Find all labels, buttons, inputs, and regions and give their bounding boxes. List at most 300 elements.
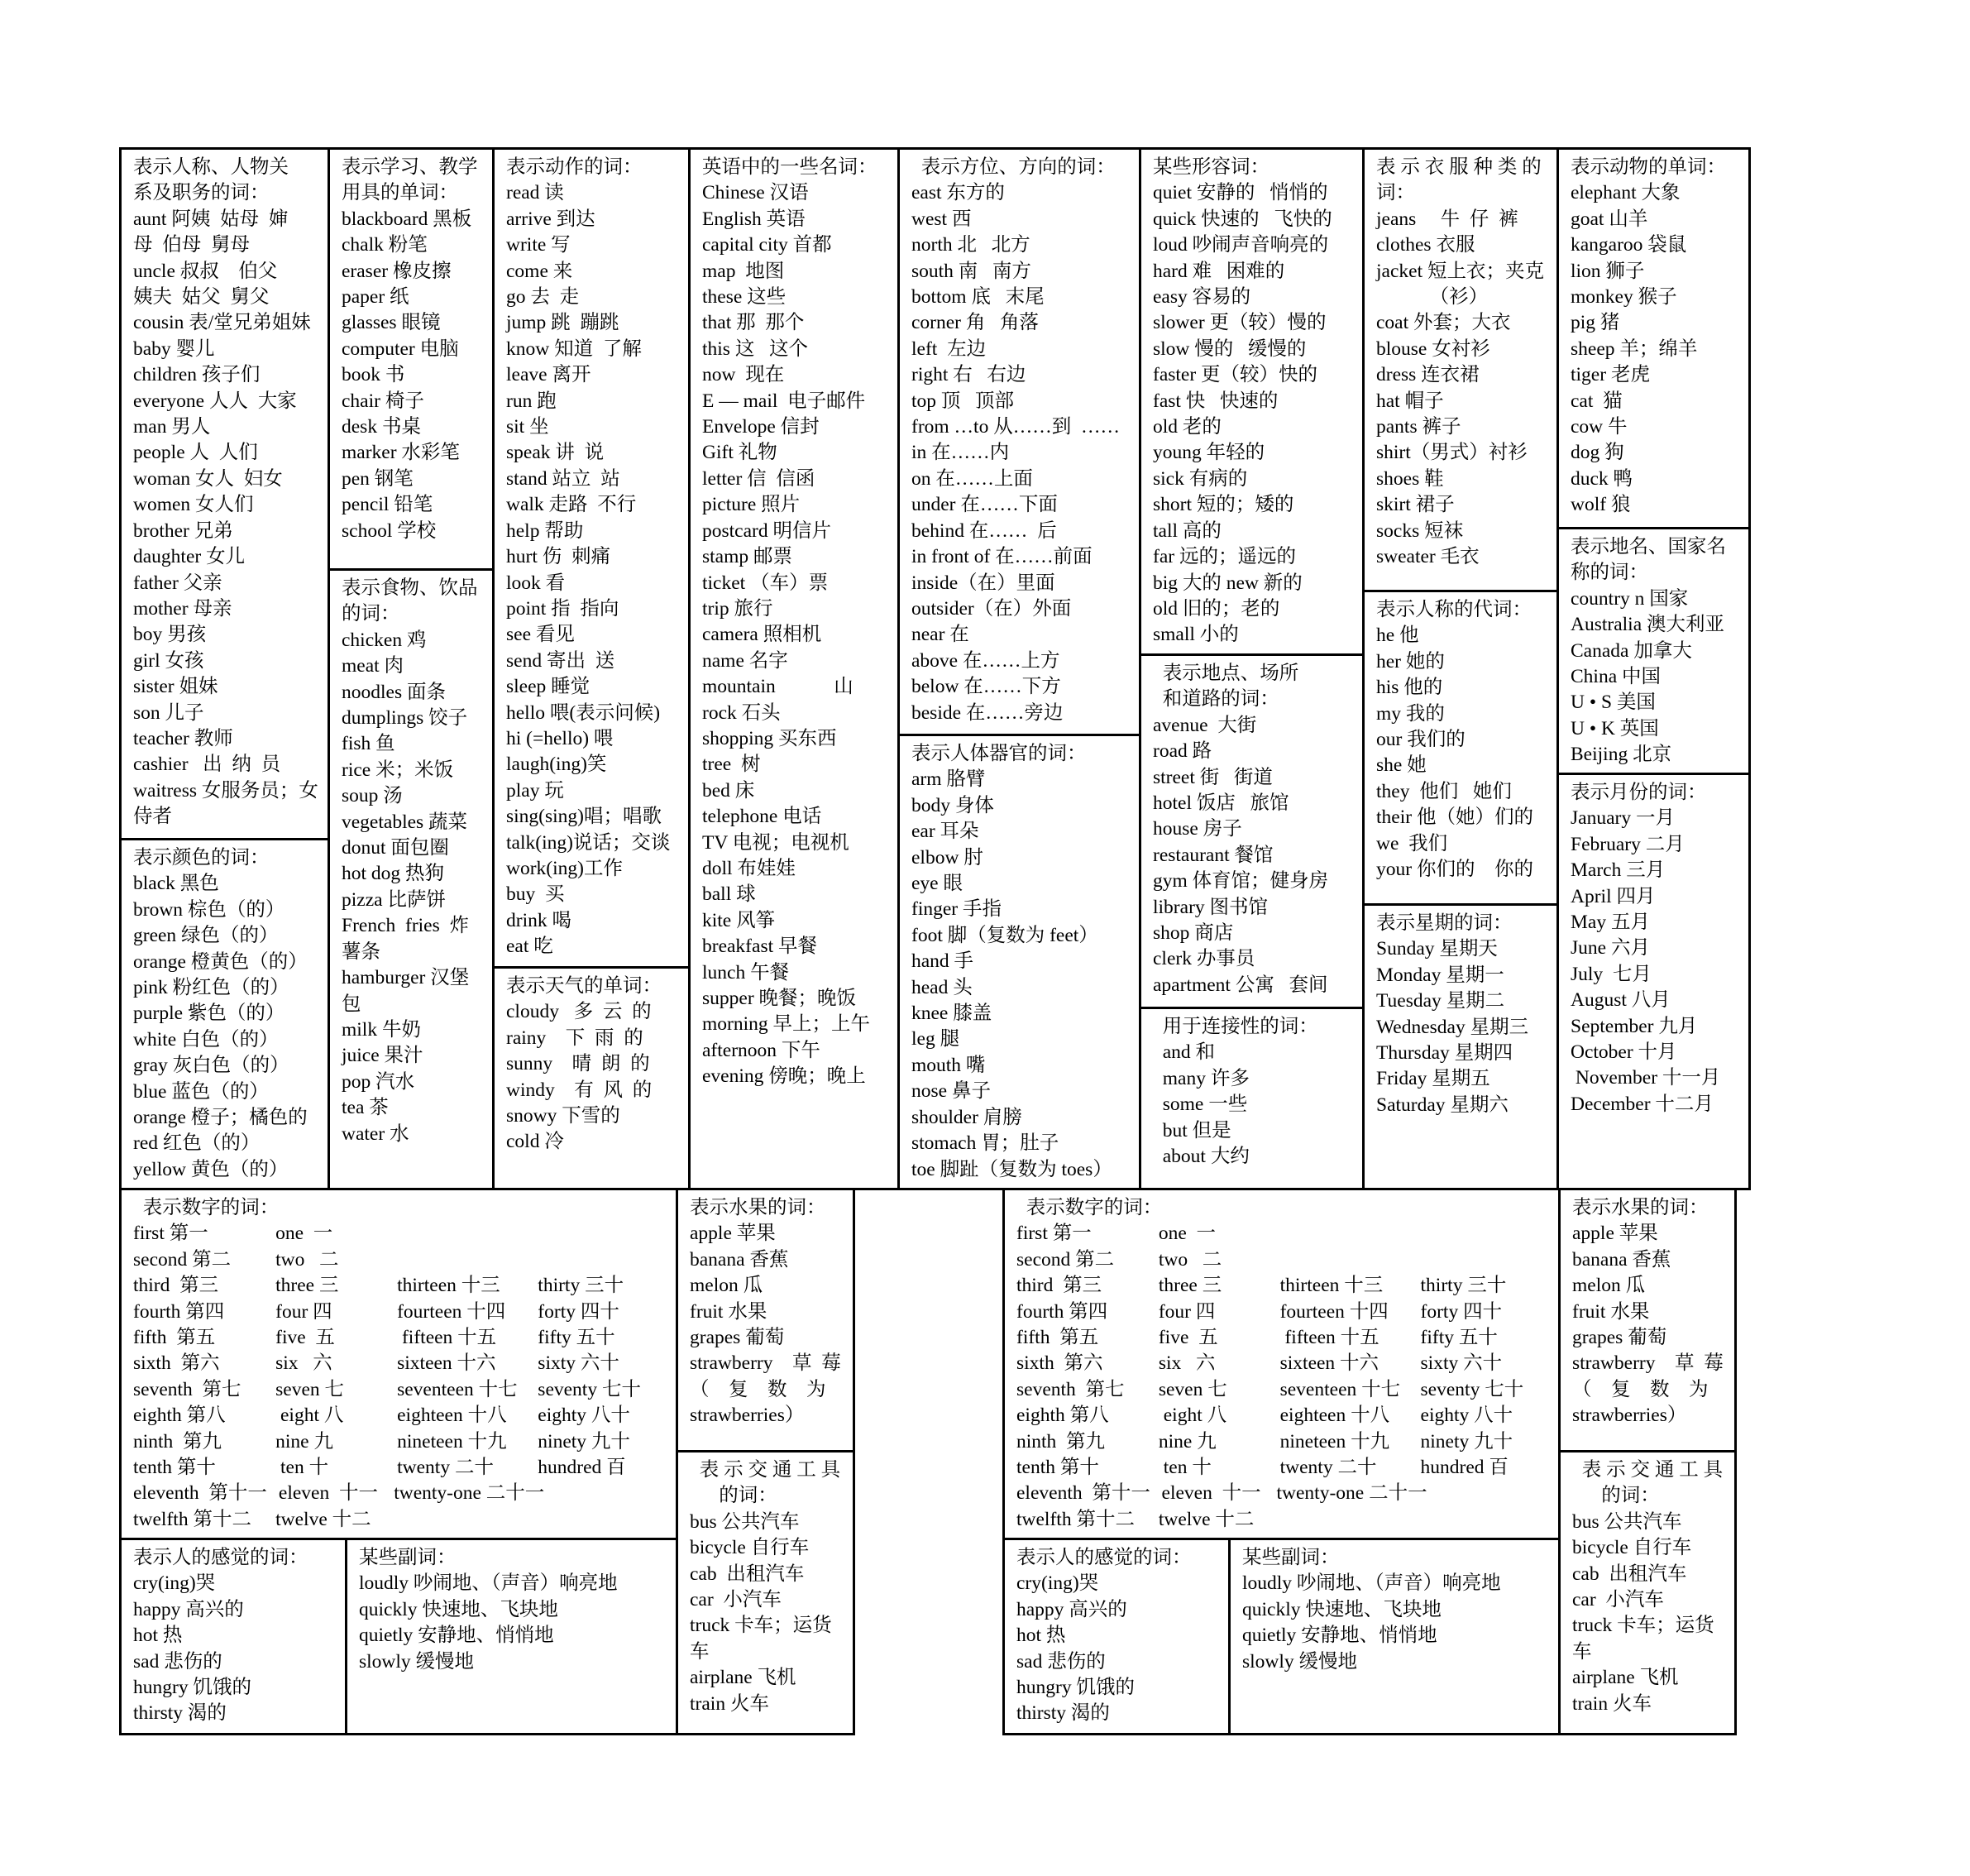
- number-cell: one 一: [275, 1223, 333, 1245]
- number-cell: sixteen 十六: [1279, 1352, 1379, 1375]
- vocab-line: kangaroo 袋鼠: [1571, 234, 1687, 256]
- vocab-line: August 八月: [1571, 989, 1671, 1012]
- vocab-line: duck 鸭: [1571, 467, 1633, 490]
- vocab-line: aunt 阿姨 姑母 婶: [133, 208, 289, 230]
- number-cell: tenth 第十: [133, 1457, 216, 1479]
- vocab-line: （衫）: [1376, 286, 1489, 309]
- word-list: [1153, 713, 1352, 998]
- vocab-line: that 那 那个: [702, 312, 805, 334]
- transport-section: [1558, 1450, 1737, 1735]
- countries-section: [1556, 527, 1751, 775]
- vocab-line: but 但是: [1153, 1119, 1231, 1141]
- vocab-line: drink 喝: [506, 909, 571, 931]
- vocab-line: his 他的: [1376, 677, 1443, 699]
- vocab-line: banana 香蕉: [690, 1248, 789, 1271]
- number-cell: sixth 第六: [1016, 1352, 1103, 1375]
- number-cell: three 三: [1158, 1275, 1222, 1297]
- vocab-line: their 他（她）们的: [1376, 806, 1533, 829]
- vocab-line: apartment 公寓 套间: [1153, 974, 1328, 996]
- number-cell: ten 十: [1158, 1457, 1212, 1479]
- vocab-line: skirt 裙子: [1376, 494, 1455, 516]
- direction-section: [897, 147, 1141, 736]
- vocab-line: easy 容易的: [1153, 286, 1251, 309]
- vocab-line: speak 讲 说: [506, 442, 605, 464]
- vocab-line: Beijing 北京: [1571, 744, 1672, 766]
- vocab-line: sad 悲伤的: [1016, 1650, 1106, 1673]
- number-cell: twenty-one 二十一: [394, 1482, 545, 1505]
- vocab-line: avenue 大街: [1153, 714, 1257, 736]
- number-cell: fifth 第五: [133, 1327, 216, 1349]
- number-cell: six 六: [1158, 1352, 1216, 1375]
- vocab-line: water 水: [342, 1122, 409, 1145]
- vocab-line: desk 书桌: [342, 416, 421, 438]
- section-title: 表 示 衣 服 种 类 的 词：: [1376, 156, 1542, 204]
- section-title: 表示动作的词：: [506, 156, 643, 178]
- number-cell: seven 七: [1158, 1378, 1227, 1400]
- vocab-line: socks 短袜: [1376, 519, 1464, 542]
- vocab-line: point 指 指向: [506, 597, 619, 620]
- vocab-line: faster 更（较）快的: [1153, 364, 1318, 386]
- vocab-line: left 左边: [911, 337, 987, 360]
- number-cell: eleventh 第十一: [1016, 1482, 1150, 1505]
- vocab-line: book 书: [342, 364, 405, 386]
- vocab-line: coat 外套；大衣: [1376, 312, 1511, 334]
- section-title: 某些副词：: [359, 1547, 457, 1568]
- vocab-line: chicken 鸡: [342, 629, 427, 651]
- vocab-line: November 十一月: [1571, 1067, 1721, 1089]
- fruits-section: [1558, 1188, 1737, 1452]
- vocab-line: old 旧的；老的: [1153, 597, 1280, 620]
- vocab-line: 包: [342, 993, 361, 1015]
- number-cell: eighty 八十: [1420, 1405, 1513, 1427]
- vocab-line: above 在……上方: [911, 649, 1060, 672]
- vocab-line: cashier 出 纳 员: [133, 754, 281, 776]
- vocab-line: shopping 买东西: [702, 727, 837, 749]
- vocab-line: wolf 狼: [1571, 494, 1631, 516]
- vocab-line: stomach 胃；肚子: [911, 1132, 1059, 1155]
- vocab-line: red 红色（的）: [133, 1132, 261, 1155]
- vocab-line: top 顶 顶部: [911, 390, 1015, 412]
- vocab-line: hand 手: [911, 950, 974, 973]
- number-row: [1016, 1403, 1548, 1429]
- vocab-line: shoulder 肩膀: [911, 1106, 1022, 1128]
- vocab-line: talk(ing)说话；交谈: [506, 831, 671, 854]
- section-title: 表 示 交 通 工 具 的词：: [699, 1459, 841, 1507]
- vocab-line: mouth 嘴: [911, 1054, 986, 1076]
- vocab-line: send 寄出 送: [506, 649, 615, 672]
- vocab-line: people 人 人们: [133, 442, 258, 464]
- vocab-line: （ 复 数 为: [1572, 1378, 1709, 1400]
- vocab-line: airplane 飞机: [690, 1667, 796, 1689]
- feelings-section: [1002, 1538, 1231, 1735]
- number-cell: hundred 百: [538, 1457, 626, 1479]
- vocab-line: bus 公共汽车: [690, 1510, 800, 1533]
- vocab-line: English 英语: [702, 208, 806, 230]
- number-row: [1016, 1429, 1548, 1455]
- vocab-line: this 这 这个: [702, 337, 808, 360]
- numbers-grid: [133, 1221, 666, 1533]
- weather-section: [492, 966, 691, 1190]
- word-list: [1571, 806, 1738, 1117]
- vocab-line: Australia 澳大利亚: [1571, 614, 1725, 636]
- vocab-line: （ 复 数 为: [690, 1378, 826, 1400]
- number-cell: twelve 十二: [1158, 1508, 1255, 1530]
- vocab-line: bed 床: [702, 779, 755, 802]
- number-cell: eighteen 十八: [397, 1405, 507, 1427]
- number-cell: eighth 第八: [1016, 1405, 1109, 1427]
- vocab-line: trip 旅行: [702, 597, 773, 620]
- number-row: [133, 1351, 666, 1376]
- body-parts-section: [897, 734, 1141, 1190]
- number-cell: sixty 六十: [538, 1352, 619, 1375]
- vocab-line: morning 早上；上午: [702, 1013, 871, 1036]
- vocab-line: sweater 毛衣: [1376, 546, 1480, 568]
- number-cell: tenth 第十: [1016, 1457, 1099, 1479]
- section-title: 表示人称的代词：: [1376, 599, 1532, 620]
- number-cell: first 第一: [1016, 1223, 1092, 1245]
- vocab-line: cry(ing)哭: [1016, 1572, 1099, 1595]
- vocab-line: street 街 街道: [1153, 766, 1273, 788]
- vocab-line: pencil 铅笔: [342, 494, 433, 516]
- vocab-line: French fries 炸: [342, 915, 470, 937]
- vocab-line: these 这些: [702, 286, 787, 309]
- section-title: 表示食物、饮品 的词：: [342, 577, 478, 625]
- animals-section: [1556, 147, 1751, 529]
- vocab-line: hotel 饭店 旅馆: [1153, 792, 1289, 815]
- vocab-line: quickly 快速地、飞块地: [1242, 1598, 1442, 1620]
- number-cell: third 第三: [133, 1275, 219, 1297]
- number-cell: [539, 1481, 666, 1506]
- vocab-line: hungry 饥饿的: [133, 1677, 251, 1699]
- vocab-line: head 头: [911, 976, 973, 998]
- vocab-line: sing(sing)唱；唱歌: [506, 806, 662, 828]
- vocab-line: Saturday 星期六: [1376, 1094, 1509, 1116]
- vocab-line: she 她: [1376, 754, 1427, 777]
- number-cell: five 五: [275, 1327, 335, 1349]
- vocab-line: gray 灰白色（的）: [133, 1055, 289, 1077]
- number-cell: fourteen 十四: [397, 1300, 506, 1323]
- vocab-line: baby 婴儿: [133, 337, 215, 360]
- vocab-line: father 父亲: [133, 572, 222, 594]
- vocab-line: south 南 南方: [911, 260, 1031, 282]
- vocab-line: young 年轻的: [1153, 442, 1265, 464]
- section-title: 表示学习、教学 用具的单词：: [342, 156, 478, 204]
- vocab-line: train 火车: [690, 1692, 769, 1715]
- vocab-line: north 北 北方: [911, 234, 1030, 256]
- vocab-line: cab 出租汽车: [690, 1563, 805, 1585]
- vocab-line: beside 在……旁边: [911, 701, 1064, 724]
- number-cell: eleventh 第十一: [133, 1482, 267, 1505]
- vocab-line: rock 石头: [702, 701, 781, 724]
- vocab-line: small 小的: [1153, 624, 1239, 646]
- vocab-line: hot 热: [133, 1625, 183, 1647]
- vocab-line: truck 卡车；运货: [690, 1615, 832, 1637]
- vocab-line: paper 纸: [342, 286, 409, 309]
- number-cell: second 第二: [1016, 1248, 1115, 1271]
- vocab-line: leg 腿: [911, 1028, 960, 1050]
- vocab-line: hard 难 困难的: [1153, 260, 1285, 282]
- vocab-line: white 白色（的）: [133, 1028, 279, 1050]
- vocab-line: computer 电脑: [342, 337, 459, 360]
- section-title: 表示天气的单词：: [506, 975, 662, 997]
- vocab-line: hamburger 汉堡: [342, 967, 470, 989]
- section-title: 表示颜色的词：: [133, 847, 270, 869]
- vocab-line: hot 热: [1016, 1625, 1066, 1647]
- vocab-line: quiet 安静的 悄悄的: [1153, 182, 1328, 204]
- vocab-line: ear 耳朵: [911, 821, 979, 843]
- section-title: 表示人的感觉的词：: [133, 1547, 308, 1568]
- vocab-line: shop 商店: [1153, 922, 1234, 945]
- vocab-line: gym 体育馆；健身房: [1153, 870, 1329, 893]
- number-cell: thirteen 十三: [397, 1275, 500, 1297]
- vocab-line: corner 角 角落: [911, 312, 1040, 334]
- vocab-line: foot 脚（复数为 feet）: [911, 924, 1098, 946]
- section-title: 表示人体器官的词：: [911, 743, 1087, 764]
- vocab-line: bicycle 自行车: [690, 1537, 810, 1559]
- number-cell: fifteen 十五: [397, 1327, 497, 1349]
- vocab-line: stamp 邮票: [702, 546, 793, 568]
- number-cell: nineteen 十九: [397, 1430, 507, 1452]
- vocab-line: Envelope 信封: [702, 416, 820, 438]
- vocab-line: leave 离开: [506, 364, 591, 386]
- vocab-line: sad 悲伤的: [133, 1650, 222, 1673]
- number-cell: [538, 1247, 666, 1273]
- vocab-line: airplane 飞机: [1572, 1667, 1679, 1689]
- vocab-line: cousin 表/堂兄弟姐妹: [133, 312, 311, 334]
- vocab-line: loudly 吵闹地、（声音）响亮地: [359, 1572, 618, 1595]
- number-cell: thirteen 十三: [1279, 1275, 1384, 1297]
- vocab-line: toe 脚趾（复数为 toes）: [911, 1158, 1112, 1180]
- vocab-line: hello 喂(表示问候): [506, 701, 661, 724]
- vocab-line: blue 蓝色（的）: [133, 1080, 269, 1103]
- section-title: 表示人称、人物关 系及职务的词：: [133, 156, 289, 204]
- feelings-section: [119, 1538, 347, 1735]
- vocab-line: from …to 从……到 ……: [911, 416, 1120, 438]
- vocab-line: Friday 星期五: [1376, 1068, 1490, 1090]
- vocab-line: marker 水彩笔: [342, 442, 460, 464]
- word-list: [342, 628, 482, 1147]
- vocab-line: E — mail 电子邮件: [702, 390, 866, 412]
- vocab-line: children 孩子们: [133, 364, 261, 386]
- word-list: [1376, 207, 1547, 571]
- vocab-line: Tuesday 星期二: [1376, 990, 1505, 1012]
- vocab-line: cold 冷: [506, 1131, 564, 1153]
- section-title: 表示水果的词：: [1572, 1197, 1709, 1218]
- vocab-line: west 西: [911, 208, 972, 230]
- number-cell: nineteen 十九: [1279, 1430, 1390, 1452]
- word-list: [911, 767, 1129, 1183]
- colors-section: [119, 838, 330, 1190]
- adjectives-section: [1139, 147, 1365, 656]
- vocab-line: 侍者: [133, 806, 172, 828]
- number-row: [1016, 1325, 1548, 1351]
- number-cell: fourth 第四: [1016, 1300, 1108, 1323]
- vocab-line: car 小汽车: [690, 1589, 782, 1611]
- vocab-line: under 在……下面: [911, 494, 1058, 516]
- vocab-line: quickly 快速地、飞块地: [359, 1598, 558, 1620]
- number-row: [1016, 1273, 1548, 1299]
- number-cell: thirty 三十: [1420, 1275, 1507, 1297]
- vocab-line: map 地图: [702, 260, 785, 282]
- vocab-line: vegetables 蔬菜: [342, 811, 468, 833]
- vocab-line: old 老的: [1153, 416, 1222, 438]
- number-cell: [538, 1221, 666, 1247]
- vocab-line: write 写: [506, 234, 571, 256]
- vocab-line: sunny 晴 朗 的: [506, 1053, 650, 1075]
- vocab-line: strawberries）: [1572, 1405, 1687, 1427]
- word-list: [342, 207, 482, 544]
- word-list: [690, 1221, 843, 1429]
- number-row: [133, 1273, 666, 1299]
- vocab-line: apple 苹果: [690, 1223, 776, 1245]
- number-cell: twenty 二十: [1279, 1457, 1377, 1479]
- section-title: 表示星期的词：: [1376, 912, 1513, 934]
- number-cell: seventy 七十: [1420, 1378, 1524, 1400]
- vocab-line: happy 高兴的: [1016, 1598, 1127, 1620]
- food-section: [328, 568, 495, 1190]
- vocab-line: lion 狮子: [1571, 260, 1645, 282]
- vocab-line: hat 帽子: [1376, 390, 1444, 412]
- vocab-line: camera 照相机: [702, 624, 822, 646]
- vocab-line: July 七月: [1571, 963, 1652, 985]
- number-row: [1016, 1221, 1548, 1247]
- vocab-line: fruit 水果: [690, 1300, 767, 1323]
- section-title: 表示地名、国家名 称的词：: [1571, 536, 1726, 584]
- word-list: [133, 1571, 335, 1726]
- vocab-line: buy 买: [506, 883, 565, 906]
- number-cell: [397, 1507, 538, 1533]
- vocab-line: and 和: [1153, 1041, 1216, 1064]
- vocab-line: arm 胳臂: [911, 768, 986, 791]
- vocab-line: school 学校: [342, 519, 437, 542]
- vocab-line: black 黑色: [133, 873, 219, 895]
- vocab-line: knee 膝盖: [911, 1003, 992, 1025]
- word-list: [1572, 1221, 1724, 1429]
- vocab-line: May 五月: [1571, 912, 1650, 934]
- vocab-line: behind 在…… 后: [911, 519, 1057, 542]
- number-cell: eight 八: [275, 1405, 344, 1427]
- vocab-line: they 他们 她们: [1376, 780, 1512, 802]
- section-title: 表示月份的词：: [1571, 782, 1707, 803]
- number-cell: one 一: [1158, 1223, 1217, 1245]
- vocab-line: rice 米；米饭: [342, 759, 454, 781]
- vocab-line: inside（在）里面: [911, 572, 1055, 594]
- section-title: 表示水果的词：: [690, 1197, 826, 1218]
- number-cell: [1421, 1247, 1548, 1273]
- vocab-line: now 现在: [702, 364, 785, 386]
- vocab-line: see 看见: [506, 624, 575, 646]
- number-row: [1016, 1377, 1548, 1403]
- number-cell: twenty-one 二十一: [1276, 1482, 1427, 1505]
- vocab-line: walk 走路 不行: [506, 494, 637, 516]
- vocab-line: soup 汤: [342, 785, 403, 807]
- number-row: [133, 1481, 666, 1506]
- number-cell: fourteen 十四: [1279, 1300, 1389, 1323]
- number-cell: ninety 九十: [538, 1430, 630, 1452]
- word-list: [1571, 586, 1738, 768]
- vocab-line: telephone 电话: [702, 806, 822, 828]
- vocab-line: Sunday 星期天: [1376, 938, 1498, 960]
- vocab-line: on 在……上面: [911, 467, 1033, 490]
- vocab-line: elbow 肘: [911, 846, 983, 869]
- vocab-line: help 帮助: [506, 519, 584, 542]
- vocab-line: goat 山羊: [1571, 208, 1648, 230]
- vocab-line: tree 树: [702, 754, 761, 776]
- vocab-line: car 小汽车: [1572, 1589, 1664, 1611]
- fruits-section: [676, 1188, 855, 1452]
- number-cell: four 四: [275, 1300, 332, 1323]
- number-row: [133, 1377, 666, 1403]
- vocab-line: melon 瓜: [690, 1275, 763, 1297]
- section-title: 表示方位、方向的词：: [911, 156, 1116, 178]
- vocab-line: TV 电视；电视机: [702, 831, 849, 854]
- vocab-line: our 我们的: [1376, 729, 1466, 751]
- vocab-line: 薯条: [342, 940, 380, 963]
- vocab-line: U • K 英国: [1571, 717, 1659, 739]
- number-cell: three 三: [275, 1275, 339, 1297]
- vocab-line: big 大的 new 新的: [1153, 572, 1303, 594]
- vocab-line: cab 出租汽车: [1572, 1563, 1687, 1585]
- word-list: [133, 871, 318, 1183]
- vocab-line: happy 高兴的: [133, 1598, 244, 1620]
- vocab-line: January 一月: [1571, 807, 1675, 830]
- number-cell: sixty 六十: [1420, 1352, 1503, 1375]
- clothes-section: [1362, 147, 1559, 592]
- vocab-line: dog 狗: [1571, 442, 1624, 464]
- section-title: 表示数字的词：: [133, 1197, 280, 1218]
- vocab-line: shoes 鞋: [1376, 467, 1444, 490]
- vocab-line: Chinese 汉语: [702, 182, 809, 204]
- number-cell: twelve 十二: [275, 1508, 371, 1530]
- number-cell: [1423, 1481, 1548, 1506]
- number-cell: forty 四十: [538, 1300, 619, 1323]
- vocab-line: chair 椅子: [342, 390, 424, 412]
- word-list: [1153, 1040, 1352, 1170]
- number-cell: eighteen 十八: [1279, 1405, 1390, 1427]
- number-cell: [1421, 1221, 1548, 1247]
- number-row: [1016, 1247, 1548, 1273]
- number-row: [133, 1429, 666, 1455]
- word-list: [690, 1510, 843, 1717]
- vocab-line: pants 裤子: [1376, 416, 1461, 438]
- vocab-line: cow 牛: [1571, 416, 1628, 438]
- vocab-line: orange 橙黄色（的）: [133, 950, 308, 973]
- vocab-line: brown 棕色（的）: [133, 898, 285, 921]
- vocab-line: son 儿子: [133, 701, 204, 724]
- vocab-line: many 许多: [1153, 1067, 1250, 1089]
- vocab-line: nose 鼻子: [911, 1080, 991, 1103]
- number-cell: hundred 百: [1420, 1457, 1509, 1479]
- vocab-line: Thursday 星期四: [1376, 1042, 1513, 1065]
- word-list: [506, 180, 678, 960]
- number-cell: six 六: [275, 1352, 332, 1375]
- number-row: [133, 1247, 666, 1273]
- vocab-line: bicycle 自行车: [1572, 1537, 1692, 1559]
- vocab-line: tall 高的: [1153, 519, 1222, 542]
- vocab-line: we 我们: [1376, 832, 1448, 854]
- number-cell: fifty 五十: [1420, 1327, 1498, 1349]
- vocab-line: house 房子: [1153, 818, 1242, 840]
- vocab-line: kite 风筝: [702, 909, 776, 931]
- vocab-line: her 她的: [1376, 650, 1445, 672]
- vocab-line: look 看: [506, 572, 566, 594]
- vocab-line: near 在: [911, 624, 969, 646]
- vocab-line: slowly 缓慢地: [1242, 1650, 1358, 1673]
- number-cell: nine 九: [275, 1430, 333, 1452]
- number-cell: [1280, 1247, 1421, 1273]
- number-row: [133, 1455, 666, 1481]
- vocab-line: thirsty 渴的: [1016, 1702, 1110, 1725]
